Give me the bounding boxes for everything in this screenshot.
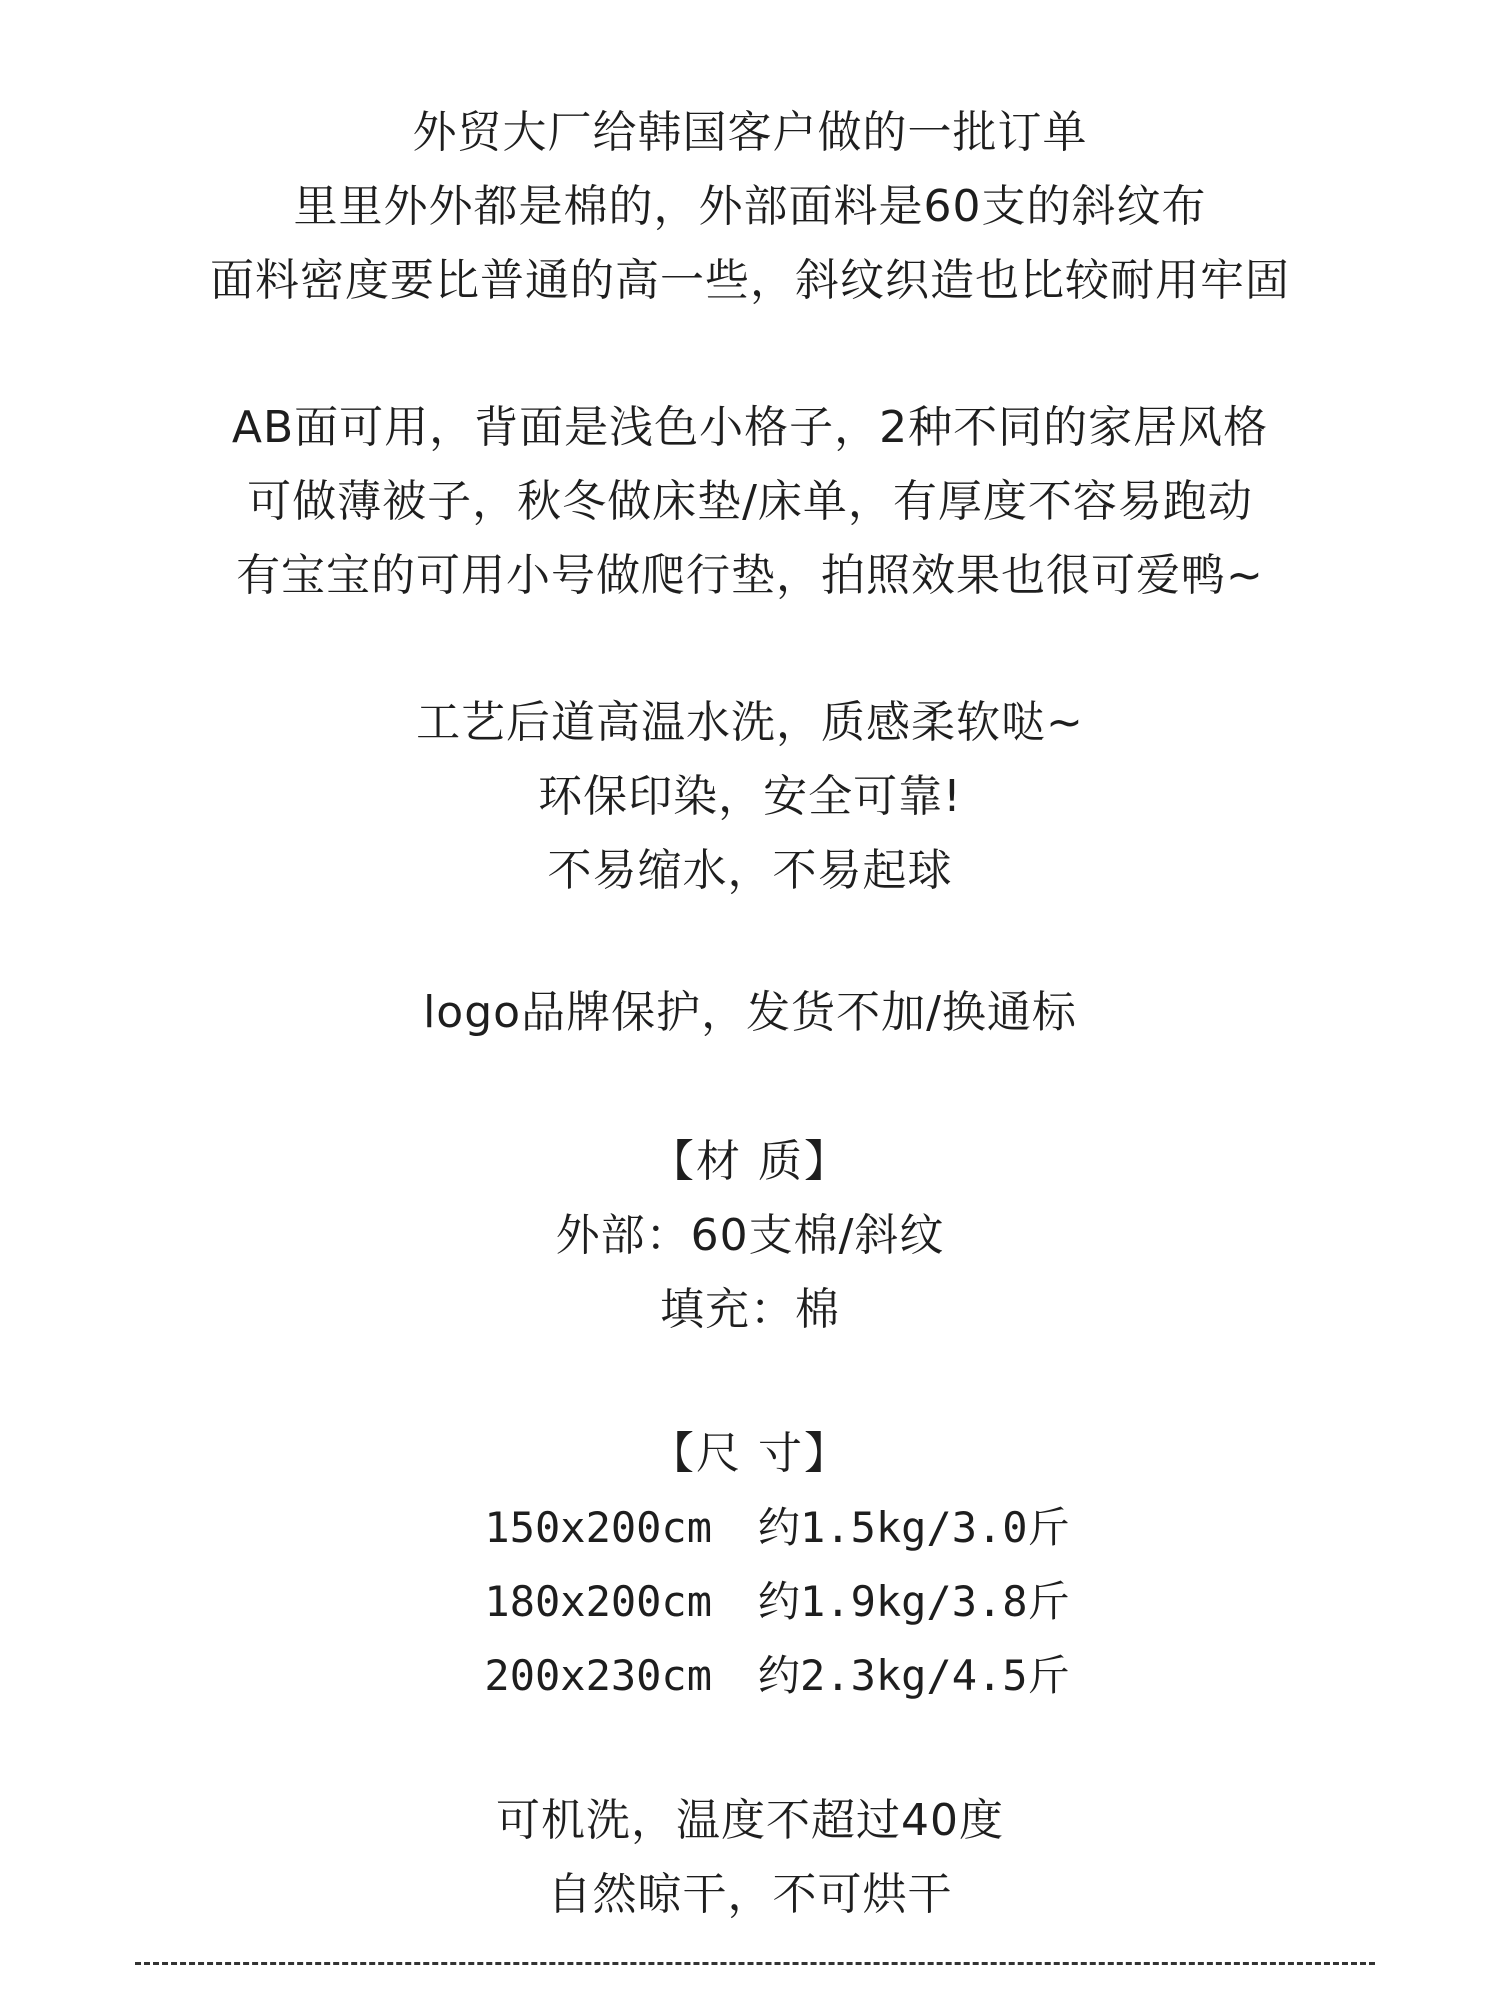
- sizes-section: [0, 1417, 1500, 1713]
- feature-line: 有宝宝的可用小号做爬行垫，拍照效果也很可爱鸭~: [236, 550, 1264, 601]
- size-row: [0, 1491, 1500, 1565]
- care-line: 可机洗，温度不超过40度: [496, 1795, 1004, 1846]
- size-dimension: 180x200cm: [484, 1577, 712, 1626]
- care-section: [0, 1784, 1500, 1932]
- size-weight: 约1.5kg/3.0斤: [758, 1503, 1070, 1552]
- size-weight: 约1.9kg/3.8斤: [758, 1577, 1070, 1626]
- craft-line: 环保印染，安全可靠!: [538, 771, 962, 822]
- size-dimension: 150x200cm: [484, 1503, 712, 1552]
- intro-line: 里里外外都是棉的，外部面料是60支的斜纹布: [293, 181, 1207, 232]
- sizes-heading: 【尺 寸】: [650, 1428, 850, 1479]
- intro-line: 面料密度要比普通的高一些，斜纹织造也比较耐用牢固: [210, 255, 1290, 306]
- craft-line: 不易缩水，不易起球: [547, 845, 953, 896]
- craft-section: [0, 686, 1500, 908]
- size-row: [0, 1565, 1500, 1639]
- brand-line: logo品牌保护，发货不加/换通标: [423, 987, 1077, 1038]
- material-filling: 填充：棉: [660, 1284, 840, 1335]
- material-section: [0, 1125, 1500, 1347]
- features-section: [0, 391, 1500, 613]
- craft-line: 工艺后道高温水洗，质感柔软哒~: [416, 697, 1084, 748]
- material-heading: 【材 质】: [650, 1136, 850, 1187]
- intro-section: [0, 96, 1500, 318]
- feature-line: AB面可用，背面是浅色小格子，2种不同的家居风格: [231, 402, 1269, 453]
- size-row: [0, 1639, 1500, 1713]
- dashed-divider: [135, 1962, 1375, 1965]
- care-line: 自然晾干，不可烘干: [547, 1869, 953, 1920]
- size-weight: 约2.3kg/4.5斤: [758, 1651, 1070, 1700]
- brand-section: [0, 976, 1500, 1050]
- material-outer: 外部：60支棉/斜纹: [555, 1210, 945, 1261]
- feature-line: 可做薄被子，秋冬做床垫/床单，有厚度不容易跑动: [247, 476, 1253, 527]
- size-dimension: 200x230cm: [484, 1651, 712, 1700]
- intro-line: 外贸大厂给韩国客户做的一批订单: [412, 107, 1088, 158]
